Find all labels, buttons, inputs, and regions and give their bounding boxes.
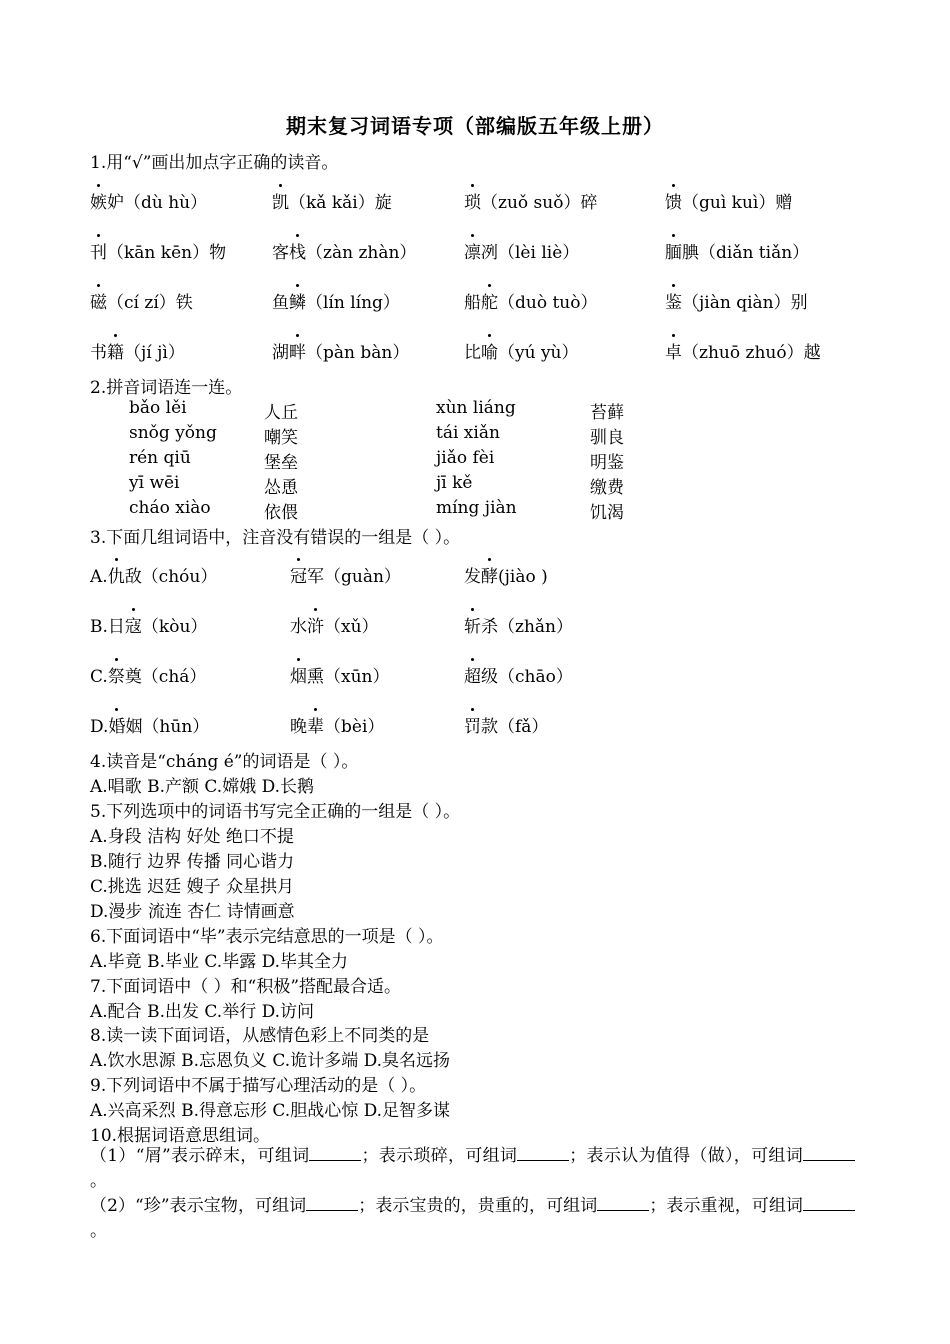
dotted-character: 卓 bbox=[665, 338, 682, 363]
q10-p1-text: ；表示琐碎，可组词 bbox=[361, 1146, 518, 1166]
word-item: 苔藓 bbox=[590, 403, 624, 423]
item-suffix: 杀（zhǎn） bbox=[481, 617, 573, 637]
q1-item bbox=[90, 238, 226, 263]
pinyin-item: yī wēi bbox=[129, 473, 180, 493]
item-suffix: （bèi） bbox=[324, 717, 385, 737]
dotted-character: 冠 bbox=[290, 562, 307, 587]
item-prefix: A. bbox=[90, 567, 108, 587]
item-suffix: 款（fǎ） bbox=[481, 717, 549, 737]
dotted-character: 刊 bbox=[90, 238, 107, 263]
pinyin-item: jī kě bbox=[436, 473, 473, 493]
dotted-character: 栈 bbox=[289, 238, 306, 263]
q3-item bbox=[290, 662, 390, 687]
q1-item bbox=[272, 338, 409, 363]
answer-blank[interactable] bbox=[803, 1145, 855, 1161]
q3-item bbox=[290, 712, 384, 737]
q4-prompt: 4.读音是“cháng é”的词语是（ ）。 bbox=[90, 752, 359, 772]
q10-p1-text: ；表示认为值得（做），可组词 bbox=[569, 1146, 804, 1166]
q8-options: A.饮水思源 B.忘恩负义 C.诡计多端 D.臭名远扬 bbox=[90, 1051, 451, 1071]
pinyin-item: rén qiū bbox=[129, 448, 191, 468]
item-prefix: 船 bbox=[464, 293, 481, 313]
item-suffix: （zhuō zhuó）越 bbox=[682, 343, 821, 363]
item-suffix: （kān kēn）物 bbox=[107, 243, 227, 263]
q1-item bbox=[272, 238, 416, 263]
q3-item bbox=[90, 662, 206, 687]
dotted-character: 嫉 bbox=[90, 188, 107, 213]
q5-prompt: 5.下列选项中的词语书写完全正确的一组是（ ）。 bbox=[90, 802, 461, 822]
answer-blank[interactable] bbox=[306, 1195, 358, 1211]
q1-item bbox=[665, 338, 821, 363]
item-suffix: （zuǒ suǒ）碎 bbox=[481, 193, 598, 213]
q10-p2-text: 。 bbox=[90, 1221, 107, 1241]
q3-item bbox=[464, 562, 548, 587]
dotted-character: 辈 bbox=[307, 712, 324, 737]
q8-prompt: 8.读一读下面词语，从感情色彩上不同类的是 bbox=[90, 1026, 430, 1046]
item-prefix: 书 bbox=[90, 343, 107, 363]
item-suffix: （duò tuò） bbox=[498, 293, 598, 313]
pinyin-item: tái xiǎn bbox=[436, 423, 500, 443]
dotted-character: 凛 bbox=[464, 238, 481, 263]
dotted-character: 寇 bbox=[125, 612, 142, 637]
q1-item bbox=[464, 338, 579, 363]
q10-p2-text: ；表示重视，可组词 bbox=[649, 1196, 804, 1216]
dotted-character: 超 bbox=[464, 662, 481, 687]
word-item: 嘲笑 bbox=[264, 428, 298, 448]
q9-prompt: 9.下列词语中不属于描写心理活动的是（ ）。 bbox=[90, 1076, 427, 1096]
dotted-character: 舵 bbox=[481, 288, 498, 313]
q1-item bbox=[665, 238, 809, 263]
dotted-character: 畔 bbox=[289, 338, 306, 363]
page-title: 期末复习词语专项（部编版五年级上册） bbox=[286, 114, 664, 138]
q10-prompt: 10.根据词语意思组词。 bbox=[90, 1126, 271, 1146]
word-item: 人丘 bbox=[264, 403, 298, 423]
item-suffix: （cí zí）铁 bbox=[107, 293, 193, 313]
item-suffix: 妒（dù hù） bbox=[107, 193, 208, 213]
q4-options: A.唱歌 B.产额 C.嫦娥 D.长鹅 bbox=[90, 777, 315, 797]
item-prefix: C. bbox=[90, 667, 108, 687]
pinyin-item: xùn liáng bbox=[436, 398, 516, 418]
q3-item bbox=[464, 612, 573, 637]
item-prefix: B.日 bbox=[90, 617, 125, 637]
q3-item bbox=[290, 612, 379, 637]
q1-item bbox=[90, 288, 193, 313]
dotted-character: 烟 bbox=[290, 662, 307, 687]
word-item: 怂恿 bbox=[264, 478, 298, 498]
q5-option: B.随行 边界 传播 同心谐力 bbox=[90, 852, 295, 872]
item-prefix: 发 bbox=[464, 567, 481, 587]
pinyin-item: jiǎo fèi bbox=[436, 448, 495, 468]
q6-options: A.毕竟 B.毕业 C.毕露 D.毕其全力 bbox=[90, 952, 349, 972]
item-suffix: 腆（diǎn tiǎn） bbox=[682, 243, 810, 263]
item-suffix: 冽（lèi liè） bbox=[481, 243, 580, 263]
item-suffix: （lín líng） bbox=[306, 293, 400, 313]
item-suffix: 敌（chóu） bbox=[124, 567, 218, 587]
word-item: 明鉴 bbox=[590, 453, 624, 473]
q1-item bbox=[90, 338, 185, 363]
item-suffix: （kǎ kǎi）旋 bbox=[289, 193, 392, 213]
item-suffix: （guì kuì）赠 bbox=[682, 193, 793, 213]
answer-blank[interactable] bbox=[309, 1145, 361, 1161]
item-prefix: 晚 bbox=[290, 717, 307, 737]
q10-p1-text: （1）“屑”表示碎末，可组词 bbox=[90, 1146, 310, 1166]
q10-p1-text: 。 bbox=[90, 1171, 107, 1191]
item-suffix: （pàn bàn） bbox=[306, 343, 410, 363]
q10-part-1 bbox=[90, 1144, 855, 1194]
q1-item bbox=[464, 288, 598, 313]
pinyin-item: míng jiàn bbox=[436, 498, 517, 518]
q3-item bbox=[464, 712, 548, 737]
dotted-character: 祭 bbox=[108, 662, 125, 687]
q3-item bbox=[90, 562, 217, 587]
item-suffix: 奠（chá） bbox=[124, 667, 207, 687]
word-item: 饥渴 bbox=[590, 503, 624, 523]
pinyin-item: cháo xiào bbox=[129, 498, 211, 518]
q1-item bbox=[464, 238, 579, 263]
dotted-character: 琐 bbox=[464, 188, 481, 213]
q7-options: A.配合 B.出发 C.举行 D.访问 bbox=[90, 1002, 315, 1022]
item-suffix: 姻（hūn） bbox=[125, 717, 210, 737]
q9-options: A.兴高采烈 B.得意忘形 C.胆战心惊 D.足智多谋 bbox=[90, 1101, 451, 1121]
item-prefix: D. bbox=[90, 717, 109, 737]
q2-prompt: 2.拼音词语连一连。 bbox=[90, 378, 243, 398]
item-suffix: 级（chāo） bbox=[481, 667, 573, 687]
q10-p2-text: （2）“珍”表示宝物，可组词 bbox=[90, 1196, 307, 1216]
dotted-character: 磁 bbox=[90, 288, 107, 313]
q1-item bbox=[665, 288, 808, 313]
q5-option: D.漫步 流连 杏仁 诗情画意 bbox=[90, 902, 295, 922]
dotted-character: 婚 bbox=[108, 712, 125, 737]
dotted-character: 仇 bbox=[108, 562, 125, 587]
item-suffix: (jiào ) bbox=[498, 567, 548, 587]
item-suffix: （xǔ） bbox=[324, 617, 379, 637]
item-suffix: （jí jì） bbox=[124, 343, 185, 363]
item-prefix: 湖 bbox=[272, 343, 289, 363]
dotted-character: 鳞 bbox=[289, 288, 306, 313]
item-prefix: 比 bbox=[464, 343, 481, 363]
item-suffix: 熏（xūn） bbox=[307, 667, 390, 687]
q10-part-2 bbox=[90, 1194, 855, 1244]
q1-item bbox=[90, 188, 207, 213]
dotted-character: 罚 bbox=[464, 712, 481, 737]
word-item: 缴费 bbox=[590, 478, 624, 498]
item-suffix: 军（guàn） bbox=[307, 567, 401, 587]
word-item: 驯良 bbox=[590, 428, 624, 448]
dotted-character: 喻 bbox=[481, 338, 498, 363]
q7-prompt: 7.下面词语中（ ）和“积极”搭配最合适。 bbox=[90, 977, 402, 997]
q10-p2-text: ；表示宝贵的，贵重的，可组词 bbox=[358, 1196, 598, 1216]
q5-option: C.挑选 迟廷 嫂子 众星拱月 bbox=[90, 877, 295, 897]
dotted-character: 斩 bbox=[464, 612, 481, 637]
pinyin-item: bǎo lěi bbox=[129, 398, 187, 418]
dotted-character: 凯 bbox=[272, 188, 289, 213]
dotted-character: 浒 bbox=[307, 612, 324, 637]
q1-item bbox=[272, 288, 400, 313]
answer-blank[interactable] bbox=[517, 1145, 569, 1161]
q1-item bbox=[665, 188, 792, 213]
dotted-character: 馈 bbox=[665, 188, 682, 213]
q1-prompt: 1.用“√”画出加点字正确的读音。 bbox=[90, 153, 339, 173]
dotted-character: 腼 bbox=[665, 238, 682, 263]
item-suffix: （zàn zhàn） bbox=[306, 243, 417, 263]
pinyin-item: snǒg yǒng bbox=[129, 423, 217, 443]
q3-item bbox=[90, 612, 207, 637]
dotted-character: 酵 bbox=[481, 562, 498, 587]
dotted-character: 鉴 bbox=[665, 288, 682, 313]
q3-item bbox=[464, 662, 573, 687]
answer-blank[interactable] bbox=[803, 1195, 855, 1211]
q3-prompt: 3.下面几组词语中，注音没有错误的一组是（ ）。 bbox=[90, 528, 461, 548]
item-suffix: （kòu） bbox=[141, 617, 208, 637]
dotted-character: 籍 bbox=[107, 338, 124, 363]
item-prefix: 水 bbox=[290, 617, 307, 637]
item-suffix: （yú yù） bbox=[498, 343, 579, 363]
q1-item bbox=[272, 188, 392, 213]
word-item: 依偎 bbox=[264, 503, 298, 523]
answer-blank[interactable] bbox=[597, 1195, 649, 1211]
word-item: 堡垒 bbox=[264, 453, 298, 473]
q1-item bbox=[464, 188, 597, 213]
q3-item bbox=[290, 562, 401, 587]
q6-prompt: 6.下面词语中“毕”表示完结意思的一项是（ ）。 bbox=[90, 927, 444, 947]
item-prefix: 鱼 bbox=[272, 293, 289, 313]
q3-item bbox=[90, 712, 209, 737]
item-prefix: 客 bbox=[272, 243, 289, 263]
item-suffix: （jiàn qiàn）别 bbox=[682, 293, 808, 313]
q5-option: A.身段 洁构 好处 绝口不提 bbox=[90, 827, 294, 847]
